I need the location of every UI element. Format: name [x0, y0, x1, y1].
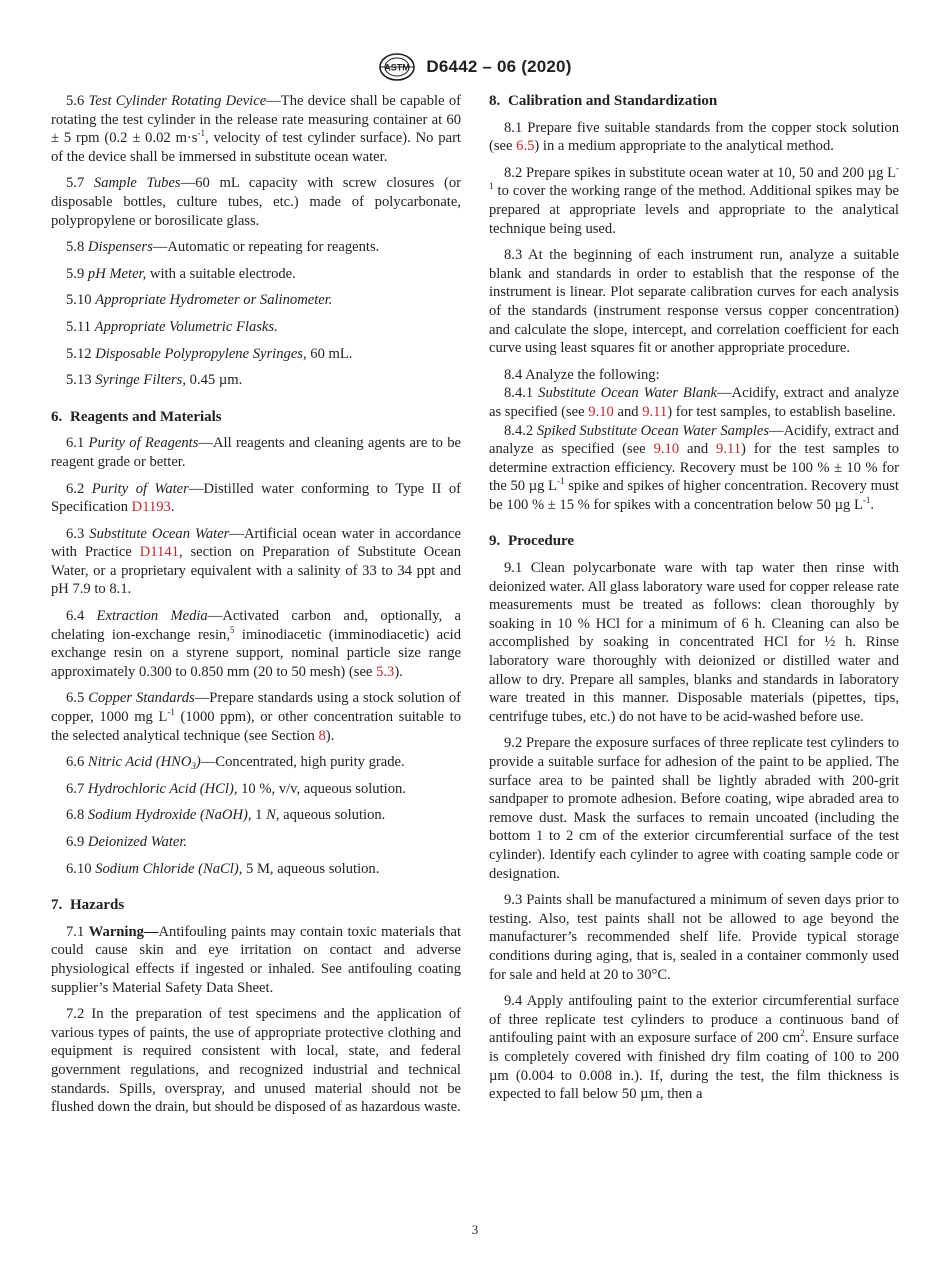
section-7-1: 7.1 Warning—Antifouling paints may contain toxic materials that could cause skin and eye irritation on contact and adverse physiological effects if ingested or inhaled. See antifouling coating supplier’s Material Safety Data Sheet. — [51, 923, 462, 996]
ref-5-3-link[interactable]: 5.3 — [376, 663, 395, 680]
section-6-10: 6.10 Sodium Chloride (NaCl), 5 M, aqueous solution. — [66, 860, 380, 877]
right-column — [489, 92, 899, 1112]
section-5-7: 5.7 Sample Tubes—60 mL capacity with screw closures (or disposable bottles, culture tubes, etc.) made of polycarbonate, polypropylene or borosilicate glass. — [51, 175, 461, 229]
standard-designation: D6442 – 06 (2020) — [426, 57, 572, 76]
section-6-5: 6.5 Copper Standards—Prepare standards using a stock solution of copper, 1000 mg $L^{-1}$ (1000 ppm), or other concentration suitable to the selected analytical technique (see Section 8). — [51, 690, 462, 744]
footnote-5-marker: 5 — [229, 624, 235, 635]
svg-text:ASTM: ASTM — [384, 62, 411, 73]
section-5-9: 5.9 pH Meter, with a suitable electrode. — [66, 265, 296, 282]
section-6-2: 6.2 Purity of Water—Distilled water conforming to Type II of Specification D1193. — [51, 480, 461, 516]
section-9-3: 9.3 Paints shall be manufactured a minimum of seven days prior to testing. Also, test paints shall not be allowed to age beyond the manufacturer’s recommended shelf life. Provide typical storage conditions during aging, that is, sealed in a container commonly used for sale and held at 20 to 30°C. — [489, 892, 899, 983]
section-5-10: 5.10 Appropriate Hydrometer or Salinometer. — [66, 292, 333, 309]
heading-7: 7. Hazards — [51, 897, 125, 914]
ref-9-10-link[interactable]: 9.10 — [653, 441, 680, 458]
section-7-2: 7.2 In the preparation of test specimens and the application of various types of paints, the use of appropriate protective clothing and equipment is required consistent with local, state, and federal government regulations, and recognized industrial and technical standards. Spills, overspray, and unused material should not be flushed down the drain, but should be disposed of as hazardous waste. — [51, 1006, 461, 1116]
ref-9-11-link[interactable]: 9.11 — [642, 403, 668, 420]
heading-8: 8. Calibration and Standardization — [489, 93, 718, 109]
section-5-8: 5.8 Dispensers—Automatic or repeating for reagents. — [66, 239, 380, 256]
section-6-4: 6.4 Extraction Media—Activated carbon and, optionally, a chelating ion-exchange resin,$^5$ iminodiacetic (imminodiacetic) acid exchange resin on a styrene support, nominal particle size range approximately 0.300 to 0.850 mm (20 to 50 mesh) (see 5.3). — [51, 608, 461, 680]
section-8-1: 8.1 Prepare five suitable standards from the copper stock solution (see 6.5) in a medium appropriate to the analytical method. — [489, 119, 899, 155]
section-8-4: 8.4 Analyze the following: — [504, 366, 660, 383]
section-8-3: 8.3 At the beginning of each instrument run, analyze a suitable blank and standards in order to establish that the response of the instrument is linear. Plot separate calibration curves for each analysis of the standards (instrument response versus copper concentration) and calculate the slope, intercept, and correlation coefficient for each curve using least squares fit or another appropriate procedure. — [489, 247, 900, 357]
left-column — [51, 92, 461, 1125]
heading-6: 6. Reagents and Materials — [51, 408, 222, 425]
section-9-4: 9.4 Apply antifouling paint to the exterior circumferential surface of three replicate test cylinders to produce a continuous band of antifouling paint with an exposure surface of 200 $cm^2$. Ensure surface is completely covered with finished dry film coating of 100 to 200 µm (0.004 to 0.008 in.). If, during the test, the film thickness is expected to fall below 50 µm, then a — [489, 993, 900, 1103]
ref-section-8-link[interactable]: 8 — [318, 727, 326, 744]
page-number: 3 — [471, 1222, 479, 1237]
page-header — [0, 52, 950, 82]
section-9-1: 9.1 Clean polycarbonate ware with tap water then rinse with deionized water. All glass laboratory ware used for copper release rate measurements must be treated as follows: clean thoroughly by soaking in 10 % HCl for a minimum of 6 h. Cleaning can also be accomplished by soaking in concentrated HCl for ½ h. Rinse laboratory ware thoroughly with deionized or distilled water and allow to dry. Prepare all samples, blanks and standards in laboratory ware treated in this manner. Disposable materials (pipettes, tips, centrifuge tubes, etc.) do not have to be acid-washed before use. — [489, 560, 899, 725]
ref-d1141-link[interactable]: D1141 — [139, 544, 179, 561]
section-6-3: 6.3 Substitute Ocean Water—Artificial ocean water in accordance with Practice D1141, section on Preparation of Substitute Ocean Water, or a proprietary equivalent with a salinity of 33 to 34 ppt and pH 7.9 to 8.1. — [51, 525, 461, 598]
section-9-2: 9.2 Prepare the exposure surfaces of three replicate test cylinders to provide a suitable surface for adhesion of the paint to be applied. The surface area to be painted shall be lightly abraded with 200-grit sandpaper to promote adhesion. Before coating, wipe abraded area to remove dust. Mask the surfaces to remain uncoated (including the bottom 1 to 2 cm of the exterior circumferential surface of the test cylinder). Identify each cylinder to agree with coating sample code or designation. — [489, 735, 899, 882]
section-8-2: 8.2 Prepare spikes in substitute ocean water at 10, 50 and 200 µg $L^{-1}$ to cover the working range of the method. Additional spikes may be prepared at appropriate levels and appropriate to the analytical technique being used. — [489, 162, 899, 237]
ref-9-11-link[interactable]: 9.11 — [716, 441, 742, 458]
section-6-6: 6.6 Nitric Acid $(HNO_3)—Concentrated$, high purity grade. — [66, 754, 405, 772]
section-5-11: 5.11 Appropriate Volumetric Flasks. — [66, 318, 278, 335]
astm-logo-icon — [378, 52, 416, 82]
heading-9: 9. Procedure — [489, 533, 575, 550]
section-8-4-1: 8.4.1 Substitute Ocean Water Blank—Acidify, extract and analyze as specified (see 9.10 and 9.11) for test samples, to establish baseline. — [489, 385, 900, 420]
ref-d1193-link[interactable]: D1193 — [131, 499, 171, 516]
section-6-9: 6.9 Deionized Water. — [66, 834, 188, 850]
section-6-7: 6.7 Hydrochloric Acid (HCl), 10 %, v/v, aqueous solution. — [66, 780, 406, 797]
section-5-13: 5.13 Syringe Filters, 0.45 µm. — [66, 372, 243, 389]
section-5-6: 5.6 Test Cylinder Rotating Device—The device shall be capable of rotating the test cylinder in the release rate measuring container at 60 ± 5 rpm (0.2 ± 0.02 $m\cdot s^{-1}$, velocity of test cylinder surface). No part of the device shall be immersed in substitute ocean water. — [51, 93, 461, 165]
ref-9-10-link[interactable]: 9.10 — [588, 403, 614, 420]
section-5-12: 5.12 Disposable Polypropylene Syringes, 60 mL. — [66, 345, 353, 362]
ref-6-5-link[interactable]: 6.5 — [516, 138, 535, 155]
section-6-8: 6.8 Sodium Hydroxide (NaOH), 1 N, aqueous solution. — [66, 807, 386, 824]
section-8-4-2: 8.4.2 Spiked Substitute Ocean Water Samples—Acidify, extract and analyze as specified (see 9.10 and 9.11) for the test samples to determine extraction efficiency. Recovery must be 100 % ± 10 % for the 50 µg $L^{-1}$ spike and spikes of higher concentration. Recovery must be 100 % ± 15 % for spikes with a concentration below 50 µg $L^{-1}$. — [489, 422, 899, 513]
section-6-1: 6.1 Purity of Reagents—All reagents and cleaning agents are to be reagent grade or better. — [51, 435, 461, 470]
